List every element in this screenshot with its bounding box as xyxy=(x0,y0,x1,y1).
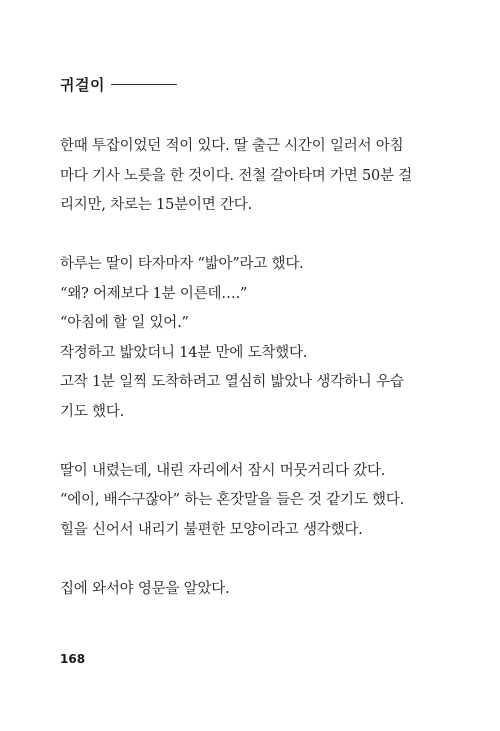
section-title: 귀걸이 xyxy=(60,76,105,94)
text-line: 고작 1분 일찍 도착하려고 열심히 밟았나 생각하니 우습 xyxy=(60,374,404,390)
paragraph xyxy=(60,250,450,427)
text-line: 마다 기사 노릇을 한 것이다. 전철 갈아타며 가면 50분 걸 xyxy=(60,167,413,184)
page-number: 168 xyxy=(60,652,86,666)
text-line: 집에 와서야 영문을 알았다. xyxy=(60,580,230,597)
text-line: 하루는 딸이 타자마자 “밟아”라고 했다. xyxy=(60,256,304,272)
text-line: 리지만, 차로는 15분이면 간다. xyxy=(60,197,252,213)
text-line: 작정하고 밟았더니 14분 만에 도착했다. xyxy=(60,344,308,361)
text-line: 딸이 내렸는데, 내린 자리에서 잠시 머뭇거리다 갔다. xyxy=(60,462,386,479)
text-line: 힐을 신어서 내리기 불편한 모양이라고 생각했다. xyxy=(60,521,363,538)
paragraph xyxy=(60,457,450,546)
paragraph xyxy=(60,132,450,221)
section-header xyxy=(60,74,177,95)
text-line: “왜? 어제보다 1분 이른데….” xyxy=(60,285,248,302)
paragraph xyxy=(60,575,450,605)
text-line: 한때 투잡이었던 적이 있다. 딸 출근 시간이 일러서 아침 xyxy=(60,138,404,154)
title-rule xyxy=(111,84,177,85)
text-line: “에이, 배수구잖아” 하는 혼잣말을 들은 것 같기도 했다. xyxy=(60,492,405,508)
text-line: “아침에 할 일 있어.” xyxy=(60,315,189,331)
text-line: 기도 했다. xyxy=(60,403,125,420)
body-text xyxy=(60,132,450,634)
